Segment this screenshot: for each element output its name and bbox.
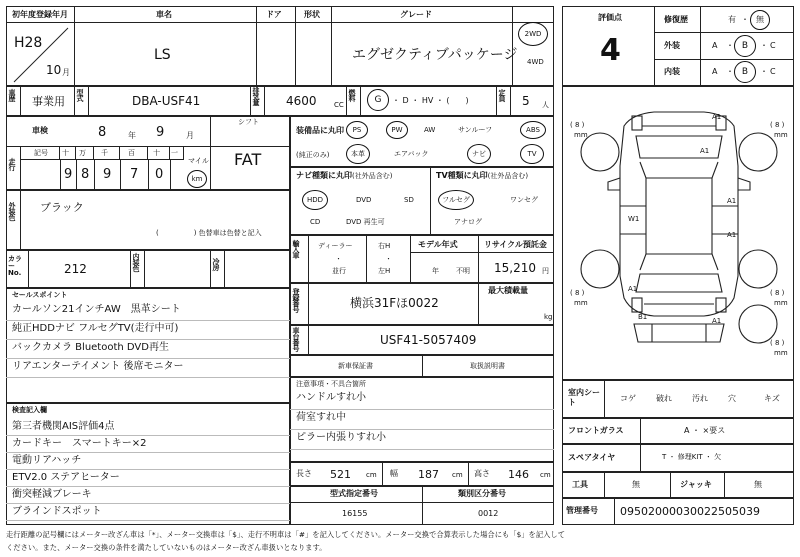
equipment-title: 装備品に丸印 [296, 126, 344, 135]
length-value: 521 [330, 468, 351, 481]
model-year-unit: 年 [432, 267, 439, 275]
repair-dot: ・ [741, 15, 749, 24]
equip-ps: PS [352, 125, 362, 134]
inspection-year-unit: 年 [128, 131, 136, 140]
mileage-head: 十 [62, 149, 69, 157]
navi-hdd-circle [302, 190, 328, 210]
notes-label: 注意事項・不具合箇所 [296, 380, 366, 388]
first-reg-month: 10 [46, 63, 62, 77]
width-label: 幅 [390, 469, 398, 478]
spare-value: T ・ 修理KIT ・ 欠 [662, 453, 722, 461]
equip-pw: PW [391, 125, 403, 134]
notes-line: ピラー内張りすれ小 [296, 432, 386, 443]
inspector-line-rule [6, 452, 290, 453]
mileage-divider [60, 160, 61, 190]
equip-aw: AW [424, 126, 436, 134]
first-reg-label: 初年度登録年月 [12, 10, 68, 19]
tire-depth-value: 8 [774, 121, 780, 129]
tire-depth: ( 8 ) [570, 121, 585, 129]
seat-item: 破れ [656, 394, 672, 403]
inspector-line: ETV2.0 ステアヒーター [12, 472, 120, 483]
inspector-line-rule [6, 435, 290, 436]
int-dot-1: ・ [726, 67, 734, 76]
capacity-label: 定員 [498, 89, 506, 101]
mileage-divider [170, 160, 171, 190]
equip-tv: TV [527, 149, 537, 158]
door-label: ドア [266, 10, 282, 19]
ext-dot-2: ・ [760, 41, 768, 50]
width-unit: cm [452, 471, 463, 479]
inspection-month-unit: 月 [186, 131, 194, 140]
inspector-line: 電動リアハッチ [12, 455, 82, 466]
fuel-g: G [374, 94, 382, 105]
type-value: 16155 [342, 509, 368, 518]
sales-label: セールスポイント [12, 291, 68, 299]
exterior-label: 外装 [664, 41, 680, 50]
category-value: 事業用 [32, 95, 65, 108]
tire-depth: ( 8 ) [770, 121, 785, 129]
inspector-line-rule [6, 520, 290, 521]
inspector-line: カードキー スマートキー×2 [12, 438, 147, 449]
damage-code: A1 [727, 197, 737, 205]
inspector-line: ブラインドスポット [12, 506, 102, 517]
equip-airbag: エアバック [394, 150, 429, 158]
capacity-unit: 人 [542, 101, 549, 109]
score-value: 4 [600, 33, 621, 68]
recycle-yen: 円 [542, 267, 549, 275]
car-name: LS [154, 47, 171, 63]
sales-line: バックカメラ Bluetooth DVD再生 [12, 342, 169, 353]
model-year-unknown: 不明 [456, 267, 470, 275]
tire-depth: ( 8 ) [770, 339, 785, 347]
max-load-kg: kg [544, 313, 553, 321]
sales-line: カールソン21インチAW 黒革シート [12, 304, 181, 315]
mileage-head: 百 [128, 149, 135, 157]
sales-line: リアエンターテイメント 後席モニター [12, 361, 184, 372]
ext-a: A [712, 41, 718, 50]
damage-code: A1 [712, 317, 722, 325]
import-dot-2: ・ [385, 255, 392, 263]
navi-hdd: HDD [306, 195, 324, 204]
cc-unit: CC [334, 101, 344, 109]
tire-depth-unit: mm [774, 131, 788, 139]
registration-value: 横浜31Fほ0022 [350, 296, 439, 310]
equip-pw-circle [386, 121, 408, 139]
import-rh: 右H [378, 242, 391, 250]
category-label: 車歴 [8, 89, 16, 101]
fuel-g-circle [367, 89, 389, 111]
mileage-label: 走行 [8, 158, 16, 170]
inspector-line-rule [6, 503, 290, 504]
fridge-label: 冷房 [212, 258, 220, 270]
navi-title [296, 172, 392, 180]
damage-code: A1 [700, 147, 710, 155]
import-parallel: 並行 [332, 267, 346, 275]
mileage-head: 記号 [34, 149, 48, 157]
equip-abs: ABS [526, 125, 540, 134]
equip-sunroof: サンルーフ [458, 126, 493, 134]
jack-value: 無 [754, 480, 762, 489]
equip-abs-circle [520, 121, 546, 139]
max-load-label: 最大積載量 [488, 286, 528, 295]
ext-dot-1: ・ [726, 41, 734, 50]
sales-line-rule [6, 320, 290, 321]
tv-note: (社外品含む) [487, 172, 529, 180]
mileage-head: 万 [79, 149, 86, 157]
ext-c: C [770, 41, 776, 50]
fuel-d: D [402, 96, 409, 105]
tire-depth-unit: mm [774, 349, 788, 357]
first-reg-year: H28 [14, 35, 43, 51]
inspector-label: 検査記入欄 [12, 406, 47, 414]
tire-depth-value: 8 [774, 289, 780, 297]
shift-value: FAT [234, 150, 262, 169]
drive-2wd-circle [518, 22, 548, 46]
seat-label: 室内シート [568, 388, 600, 408]
navi-dvd: DVD [356, 196, 372, 204]
tire-depth: ( 8 ) [570, 289, 585, 297]
equip-leather: 本革 [351, 149, 365, 158]
seat-item: 汚れ [692, 394, 708, 403]
ext-b-circle [734, 35, 756, 57]
import-label: 輸入車 [292, 240, 300, 258]
registration-label: 登録番号 [292, 288, 300, 312]
repair-label: 修復歴 [664, 15, 688, 24]
damage-code: A1 [727, 231, 737, 239]
km-circle [187, 170, 207, 188]
length-unit: cm [366, 471, 377, 479]
seat-item: 穴 [728, 394, 736, 403]
ext-b: B [741, 40, 749, 51]
tire-depth-unit: mm [574, 131, 588, 139]
sales-line: 純正HDDナビ フルセグTV(走行中可) [12, 323, 179, 334]
model-value: DBA-USF41 [132, 94, 201, 108]
notes-line-rule [290, 449, 554, 450]
damage-code: A1 [628, 285, 638, 293]
equip-navi: ナビ [472, 149, 486, 158]
footer-line-2: ください。また、メーター交換の条件を満たしていないものはメーター改ざん車扱いとなります。 [6, 543, 327, 552]
equip-ps-circle [346, 121, 368, 139]
inspector-line-rule [6, 486, 290, 487]
int-dot-2: ・ [760, 67, 768, 76]
equipment-frame [290, 116, 554, 167]
grade-value: エグゼクティブパッケージ [352, 47, 518, 63]
notes-line-rule [290, 429, 554, 430]
model-label: 型式 [76, 89, 84, 101]
height-label: 高さ [474, 469, 490, 478]
jack-label: ジャッキ [680, 480, 712, 489]
mileage-divider [76, 160, 77, 190]
import-lh: 左H [378, 267, 391, 275]
car-name-label: 車名 [156, 10, 172, 19]
damage-code: A1 [712, 113, 722, 121]
mile-label: マイル [188, 157, 209, 165]
tv-title-text: TV種類に丸印 [436, 171, 488, 180]
interior-label: 内装 [664, 67, 680, 76]
color-code-label: カラーNo. [8, 255, 22, 277]
damage-code: W1 [628, 215, 640, 223]
import-dot-1: ・ [335, 255, 342, 263]
tire-depth: ( 8 ) [770, 289, 785, 297]
model-year-label: モデル年式 [418, 240, 458, 249]
fuel-label: 燃料 [348, 89, 356, 101]
interior-color-label: 内装色 [132, 253, 140, 271]
type-label: 型式指定番号 [330, 489, 378, 498]
score-label: 評価点 [598, 13, 622, 22]
tv-title [436, 172, 528, 180]
recycle-value: 15,210 [494, 261, 536, 275]
sales-line-rule [6, 339, 290, 340]
int-c: C [770, 67, 776, 76]
equip-navi-circle [467, 144, 491, 164]
equip-leather-circle [346, 144, 370, 164]
int-b-circle [734, 61, 756, 83]
recycle-label: リサイクル預託金 [484, 240, 547, 249]
mileage-divider [94, 160, 95, 190]
navi-cd: CD [310, 218, 321, 226]
import-dealer: ディーラー [318, 242, 353, 250]
navi-dvd-play: DVD 再生可 [346, 218, 385, 226]
notes-line: 荷室すれ中 [296, 412, 346, 423]
mileage-digit: 9 [64, 167, 73, 182]
manual: 取扱説明書 [470, 362, 505, 370]
tire-depth-unit: mm [774, 299, 788, 307]
tv-oneseg: ワンセグ [510, 196, 538, 204]
glass-label: フロントガラス [568, 426, 624, 435]
mileage-divider [148, 160, 149, 190]
shape-label: 形状 [304, 10, 320, 19]
km-label: km [191, 174, 203, 183]
color-code-frame [6, 250, 290, 288]
inspection-year: 8 [98, 125, 107, 140]
navi-note: (社外品含む) [352, 172, 393, 180]
new-car-warranty: 新車保証書 [338, 362, 373, 370]
displacement-label: 排気量 [252, 87, 260, 105]
mgmt-value: 09502000030022505039 [620, 505, 760, 518]
mileage-head: 十 [153, 149, 160, 157]
tire-depth-unit: mm [574, 299, 588, 307]
class-label: 類別区分番号 [458, 489, 506, 498]
navi-title-text: ナビ種類に丸印 [296, 171, 352, 180]
color-label: 外装色 [8, 202, 16, 220]
seat-item: コゲ [620, 394, 636, 403]
width-value: 187 [418, 468, 439, 481]
car-diagram [562, 86, 794, 380]
mileage-digit: 8 [81, 167, 90, 182]
mileage-head: 千 [101, 149, 108, 157]
drive-2wd: 2WD [524, 29, 542, 38]
equipment-subtitle: (純正のみ) [296, 151, 330, 159]
height-value: 146 [508, 468, 529, 481]
tire-depth-value: 8 [774, 339, 780, 347]
grade-label: グレード [400, 10, 432, 19]
color-note: ( ) 色替車は色替と記入 [156, 229, 262, 237]
drive-4wd: 4WD [527, 58, 544, 66]
spare-label: スペアタイヤ [568, 453, 616, 462]
repair-none-circle [750, 10, 770, 30]
sales-line-rule [6, 377, 290, 378]
mileage-head: 一 [171, 149, 178, 157]
inspection-label: 車検 [32, 126, 48, 135]
first-reg-month-unit: 月 [62, 68, 70, 77]
tv-fullseg-circle [438, 190, 474, 210]
mileage-digit: 7 [130, 167, 139, 182]
mileage-digit: 0 [155, 167, 164, 182]
equip-tv-circle [520, 144, 544, 164]
color-code: 212 [64, 262, 87, 276]
shift-label: シフト [238, 118, 259, 126]
length-label: 長さ [296, 469, 312, 478]
inspection-month: 9 [156, 125, 165, 140]
fuel-options: ・ D ・ HV ・ ( ) [392, 96, 469, 105]
color-value: ブラック [40, 201, 84, 214]
inspector-line: 衝突軽減ブレーキ [12, 489, 92, 500]
glass-value: A ・ ×要ス [684, 426, 726, 435]
repair-none: 無 [756, 15, 764, 24]
navi-sd: SD [404, 196, 414, 204]
tool-label: 工具 [572, 480, 588, 489]
capacity-value: 5 [522, 94, 530, 108]
notes-line-rule [290, 409, 554, 410]
inspector-line-rule [6, 469, 290, 470]
notes-line: ハンドルすれ小 [296, 392, 366, 403]
seat-item: キズ [764, 394, 780, 403]
displacement-value: 4600 [286, 94, 317, 108]
repair-yes: 有 [728, 15, 736, 24]
chassis-label: 車台番号 [292, 327, 300, 351]
int-b: B [741, 66, 749, 77]
int-a: A [712, 67, 718, 76]
tire-depth-value: 8 [574, 289, 580, 297]
chassis-value: USF41-5057409 [380, 333, 477, 347]
fuel-other: ( ) [446, 96, 469, 105]
tire-depth-value: 8 [574, 121, 580, 129]
color-frame [6, 190, 290, 250]
sales-line-rule [6, 358, 290, 359]
mgmt-label: 管理番号 [566, 506, 598, 515]
tv-fullseg: フルセグ [442, 195, 470, 204]
height-unit: cm [540, 471, 551, 479]
tv-analog: アナログ [454, 218, 482, 226]
fuel-hv: HV [421, 96, 434, 105]
damage-code: B1 [638, 313, 648, 321]
inspector-line: 第三者機関AIS評価4点 [12, 421, 115, 432]
mileage-divider [120, 160, 121, 190]
tool-value: 無 [632, 480, 640, 489]
mileage-digit: 9 [103, 167, 112, 182]
footer-line-1: 走行距離の記号欄にはメーター改ざん車は「*」、メーター交換車は「$」、走行不明車は「#」を記入してください。メーター交換で合算表示した場合にも「$」を記入して [6, 530, 566, 539]
class-value: 0012 [478, 509, 499, 518]
